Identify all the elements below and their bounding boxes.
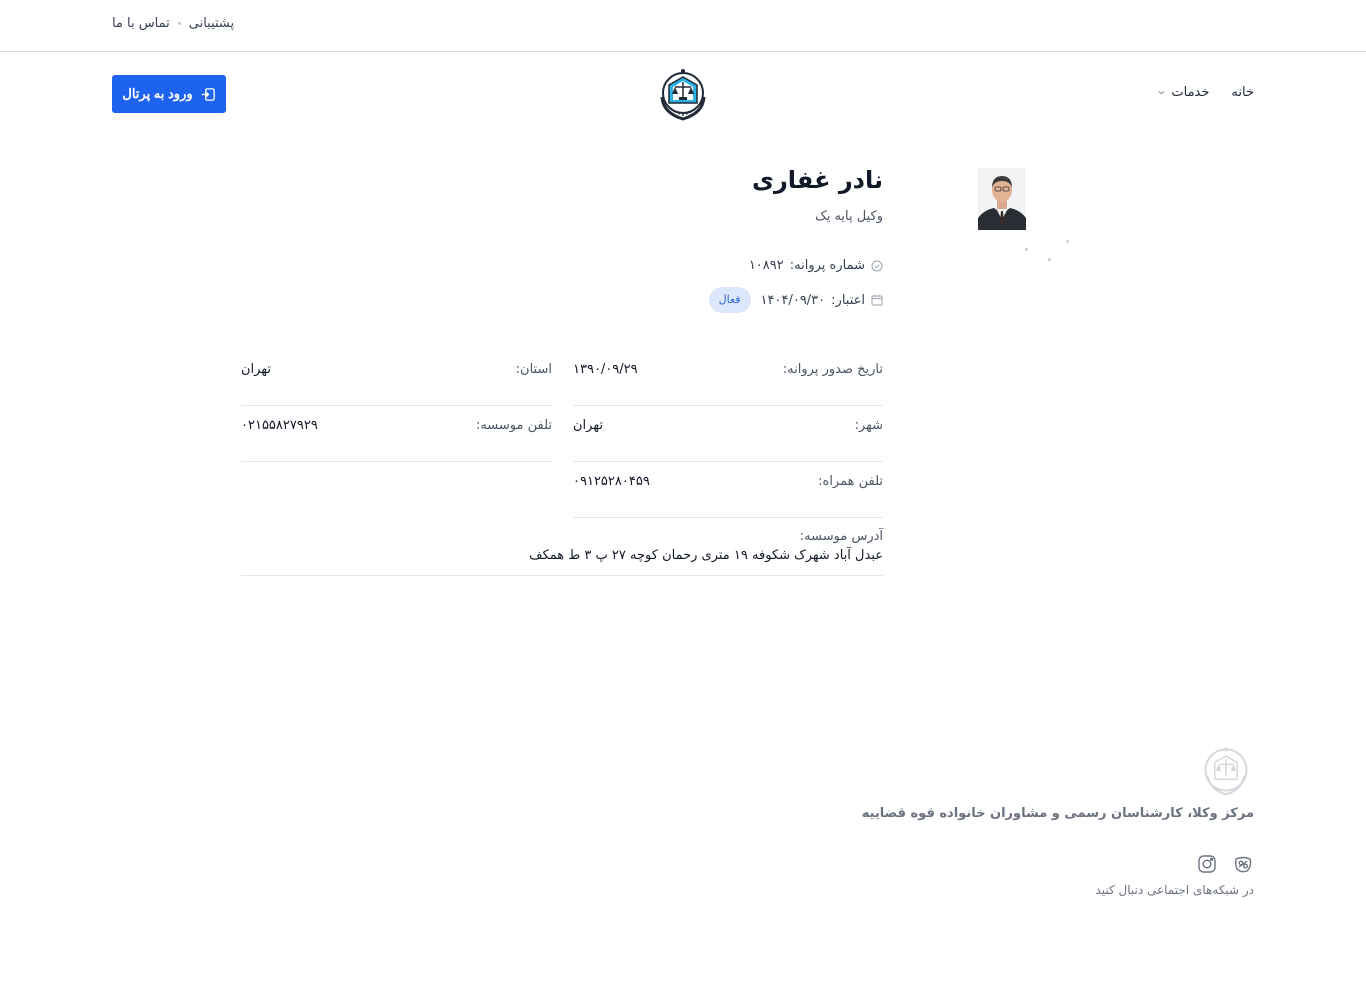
chevron-down-icon bbox=[1157, 88, 1166, 97]
mobile-value: ۰۹۱۲۵۲۸۰۴۵۹ bbox=[573, 474, 650, 489]
issue-date-field bbox=[573, 350, 883, 406]
office-phone-field bbox=[241, 406, 552, 462]
office-phone-label: تلفن موسسه: bbox=[475, 418, 552, 433]
follow-text: در شبکه‌های اجتماعی دنبال کنید bbox=[1095, 883, 1254, 897]
address-value: عبدل آباد شهرک شکوفه ۱۹ متری رحمان کوچه ۲۷ پ ۳ ط همکف bbox=[529, 548, 883, 563]
lawyer-portrait-image bbox=[978, 168, 1026, 230]
nav-item-home[interactable] bbox=[1231, 85, 1254, 100]
validity-value: ۱۴۰۴/۰۹/۳۰ bbox=[760, 292, 826, 308]
instagram-icon[interactable] bbox=[1196, 853, 1218, 875]
address-field bbox=[241, 520, 883, 576]
decorative-dot bbox=[1048, 258, 1051, 261]
calendar-icon bbox=[871, 294, 883, 306]
support-link[interactable]: پشتیبانی bbox=[188, 16, 235, 31]
validity-row bbox=[709, 287, 883, 313]
lawyer-photo bbox=[978, 168, 1028, 232]
portal-login-label: ورود به پرتال bbox=[122, 86, 193, 101]
lawyer-grade: وکیل پایه یک bbox=[815, 209, 883, 224]
issue-date-value: ۱۳۹۰/۰۹/۲۹ bbox=[573, 362, 638, 377]
separator-dot bbox=[178, 22, 181, 25]
decorative-dot bbox=[1066, 240, 1069, 243]
contact-us-link[interactable]: تماس با ما bbox=[112, 16, 170, 31]
address-label: آدرس موسسه: bbox=[799, 529, 883, 544]
mobile-label: تلفن همراه: bbox=[818, 474, 883, 489]
status-badge: فعال bbox=[709, 287, 751, 313]
province-field bbox=[241, 350, 552, 406]
city-field bbox=[573, 406, 883, 462]
bale-icon[interactable] bbox=[1232, 853, 1254, 875]
portal-login-button[interactable] bbox=[112, 75, 226, 113]
nav-item-services-label: خدمات bbox=[1171, 85, 1210, 100]
license-number-row bbox=[749, 258, 883, 273]
issue-date-label: تاریخ صدور پروانه: bbox=[782, 362, 883, 377]
province-value: تهران bbox=[241, 362, 271, 377]
mobile-field bbox=[573, 462, 883, 518]
city-label: شهر: bbox=[854, 418, 883, 433]
lawyer-name: نادر غفاری bbox=[751, 166, 883, 194]
footer-judiciary-logo bbox=[1198, 742, 1254, 798]
license-number-label: شماره پروانه: bbox=[789, 258, 865, 273]
top-bar bbox=[0, 0, 1366, 52]
main-navbar bbox=[0, 52, 1366, 136]
login-icon bbox=[201, 87, 216, 102]
office-phone-value: ۰۲۱۵۵۸۲۷۹۲۹ bbox=[241, 418, 318, 433]
city-value: تهران bbox=[573, 418, 603, 433]
validity-label: اعتبار: bbox=[831, 292, 865, 308]
footer-title: مرکز وکلا، کارشناسان رسمی و مشاوران خانواده قوه قضاییه bbox=[861, 806, 1254, 821]
check-circle-icon bbox=[871, 260, 883, 272]
nav-menu bbox=[1157, 85, 1254, 100]
province-label: استان: bbox=[515, 362, 552, 377]
decorative-dot bbox=[1025, 248, 1028, 251]
top-links bbox=[112, 16, 234, 31]
judiciary-logo bbox=[653, 63, 713, 123]
social-links bbox=[1196, 853, 1254, 875]
nav-item-services[interactable] bbox=[1157, 85, 1209, 100]
license-number-value: ۱۰۸۹۲ bbox=[748, 258, 784, 273]
nav-item-home-label: خانه bbox=[1231, 85, 1254, 100]
